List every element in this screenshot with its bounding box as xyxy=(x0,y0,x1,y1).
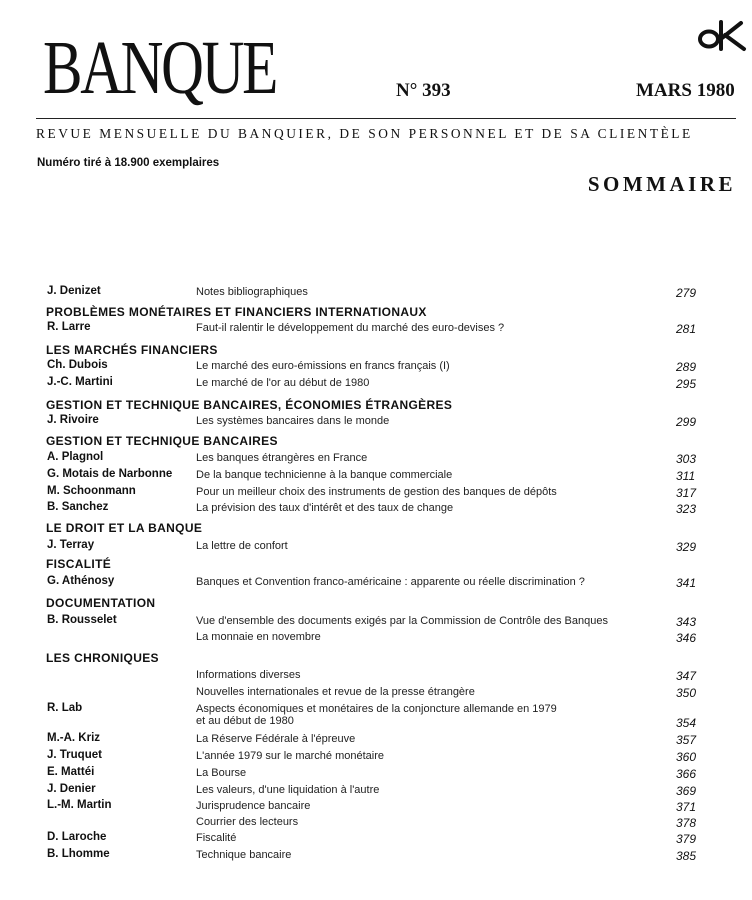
toc-entry xyxy=(0,799,752,815)
entry-page: 360 xyxy=(676,750,697,764)
section-heading: LES CHRONIQUES xyxy=(46,651,159,665)
entry-page: 295 xyxy=(676,377,697,391)
entry-title: Les systèmes bancaires dans le monde xyxy=(196,415,390,427)
entry-author: B. Sanchez xyxy=(47,501,109,513)
entry-title: De la banque technicienne à la banque commerciale xyxy=(196,469,453,481)
entry-page: 354 xyxy=(676,716,697,730)
entry-author: R. Lab xyxy=(47,702,83,714)
toc-entry xyxy=(0,359,752,375)
entry-author: D. Laroche xyxy=(47,831,107,843)
toc-entry xyxy=(0,749,752,765)
entry-author: G. Motais de Narbonne xyxy=(47,468,173,480)
entry-title: La Bourse xyxy=(196,767,247,779)
entry-title: Le marché des euro-émissions en francs français (I) xyxy=(196,360,450,372)
entry-author: M.-A. Kriz xyxy=(47,732,101,744)
entry-author: J. Denizet xyxy=(47,285,101,297)
toc-entry xyxy=(0,414,752,430)
header-rule xyxy=(36,118,736,119)
masthead-title: BANQUE xyxy=(43,26,276,110)
toc-entry xyxy=(0,702,752,732)
section-heading: LES MARCHÉS FINANCIERS xyxy=(46,343,218,357)
entry-title: Fiscalité xyxy=(196,832,237,844)
entry-title: L'année 1979 sur le marché monétaire xyxy=(196,750,384,762)
entry-title: Notes bibliographiques xyxy=(196,286,308,298)
section-heading: GESTION ET TECHNIQUE BANCAIRES, ÉCONOMIES ÉTRANGÈRES xyxy=(46,398,453,412)
entry-title: Nouvelles internationales et revue de la presse étrangère xyxy=(196,686,475,698)
toc-entry xyxy=(0,451,752,467)
toc-entry xyxy=(0,539,752,555)
entry-author: E. Mattéi xyxy=(47,766,95,778)
entry-author: J. Rivoire xyxy=(47,414,99,426)
section-heading: GESTION ET TECHNIQUE BANCAIRES xyxy=(46,434,278,448)
entry-title-continued: et au début de 1980 xyxy=(196,715,294,727)
entry-page: 323 xyxy=(676,502,697,516)
toc-entry xyxy=(0,630,752,646)
entry-title: Le marché de l'or au début de 1980 xyxy=(196,377,370,389)
entry-page: 371 xyxy=(676,800,697,814)
entry-title: La prévision des taux d'intérêt et des taux de change xyxy=(196,502,454,514)
toc-entry xyxy=(0,614,752,630)
entry-page: 329 xyxy=(676,540,697,554)
entry-author: B. Rousselet xyxy=(47,614,117,626)
contents-heading: SOMMAIRE xyxy=(587,172,736,196)
entry-author: G. Athénosy xyxy=(47,575,115,587)
issue-number: N° 393 xyxy=(396,80,451,101)
entry-title: La lettre de confort xyxy=(196,540,288,552)
toc-entry xyxy=(0,575,752,591)
entry-page: 357 xyxy=(676,733,697,747)
entry-author: J. Truquet xyxy=(47,749,102,761)
entry-title: Informations diverses xyxy=(196,669,301,681)
entry-page: 279 xyxy=(676,286,697,300)
toc-entry xyxy=(0,766,752,782)
entry-author: L.-M. Martin xyxy=(47,799,112,811)
entry-page: 366 xyxy=(676,767,697,781)
entry-title: Banques et Convention franco-américaine : apparente ou réelle discrimination ? xyxy=(196,576,585,588)
entry-title: Aspects économiques et monétaires de la conjoncture allemande en 1979 xyxy=(196,703,557,715)
entry-title: Jurisprudence bancaire xyxy=(196,800,311,812)
toc-entry xyxy=(0,685,752,701)
section-heading: DOCUMENTATION xyxy=(46,596,156,610)
entry-title: Faut-il ralentir le développement du marché des euro-devises ? xyxy=(196,322,505,334)
toc-entry xyxy=(0,285,752,301)
entry-title: La monnaie en novembre xyxy=(196,631,321,643)
entry-page: 369 xyxy=(676,784,697,798)
journal-subtitle: REVUE MENSUELLE DU BANQUIER, DE SON PERSONNEL ET DE SA CLIENTÈLE xyxy=(36,126,693,141)
entry-author: J.-C. Martini xyxy=(47,376,113,388)
toc-entry xyxy=(0,468,752,484)
entry-author: R. Larre xyxy=(47,321,91,333)
section-heading: FISCALITÉ xyxy=(46,557,112,571)
entry-title: Vue d'ensemble des documents exigés par la Commission de Contrôle des Banques xyxy=(196,615,608,627)
entry-title: Pour un meilleur choix des instruments de gestion des banques de dépôts xyxy=(196,486,557,498)
entry-author: Ch. Dubois xyxy=(47,359,108,371)
entry-page: 341 xyxy=(676,576,697,590)
entry-title: Courrier des lecteurs xyxy=(196,816,299,828)
toc-entry xyxy=(0,815,752,831)
entry-page: 379 xyxy=(676,832,697,846)
toc-entry xyxy=(0,783,752,799)
entry-page: 347 xyxy=(676,669,697,683)
section-heading: PROBLÈMES MONÉTAIRES ET FINANCIERS INTERNATIONAUX xyxy=(46,305,427,319)
toc-entry xyxy=(0,732,752,748)
entry-author: M. Schoonmann xyxy=(47,485,136,497)
entry-page: 350 xyxy=(676,686,697,700)
entry-author: J. Denier xyxy=(47,783,96,795)
toc-entry xyxy=(0,668,752,684)
print-run: Numéro tiré à 18.900 exemplaires xyxy=(37,157,220,169)
entry-author: J. Terray xyxy=(47,539,95,551)
entry-page: 289 xyxy=(676,360,697,374)
toc-entry xyxy=(0,321,752,337)
entry-page: 281 xyxy=(676,322,697,336)
entry-author: A. Plagnol xyxy=(47,451,104,463)
toc-entry xyxy=(0,485,752,501)
issue-date: MARS 1980 xyxy=(636,80,735,101)
entry-author: B. Lhomme xyxy=(47,848,110,860)
entry-page: 317 xyxy=(676,486,697,500)
section-heading: LE DROIT ET LA BANQUE xyxy=(46,521,203,535)
toc-entry xyxy=(0,501,752,517)
toc-entry xyxy=(0,848,752,864)
entry-page: 346 xyxy=(676,631,697,645)
entry-page: 343 xyxy=(676,615,697,629)
entry-page: 311 xyxy=(676,469,696,483)
entry-page: 303 xyxy=(676,452,697,466)
handwritten-ok-mark xyxy=(697,18,749,52)
entry-title: Technique bancaire xyxy=(196,849,292,861)
entry-title: Les banques étrangères en France xyxy=(196,452,368,464)
toc-entry xyxy=(0,376,752,392)
entry-title: La Réserve Fédérale à l'épreuve xyxy=(196,733,356,745)
toc-entry xyxy=(0,831,752,847)
entry-title: Les valeurs, d'une liquidation à l'autre xyxy=(196,784,380,796)
entry-page: 299 xyxy=(676,415,697,429)
entry-page: 385 xyxy=(676,849,697,863)
entry-page: 378 xyxy=(676,816,697,830)
